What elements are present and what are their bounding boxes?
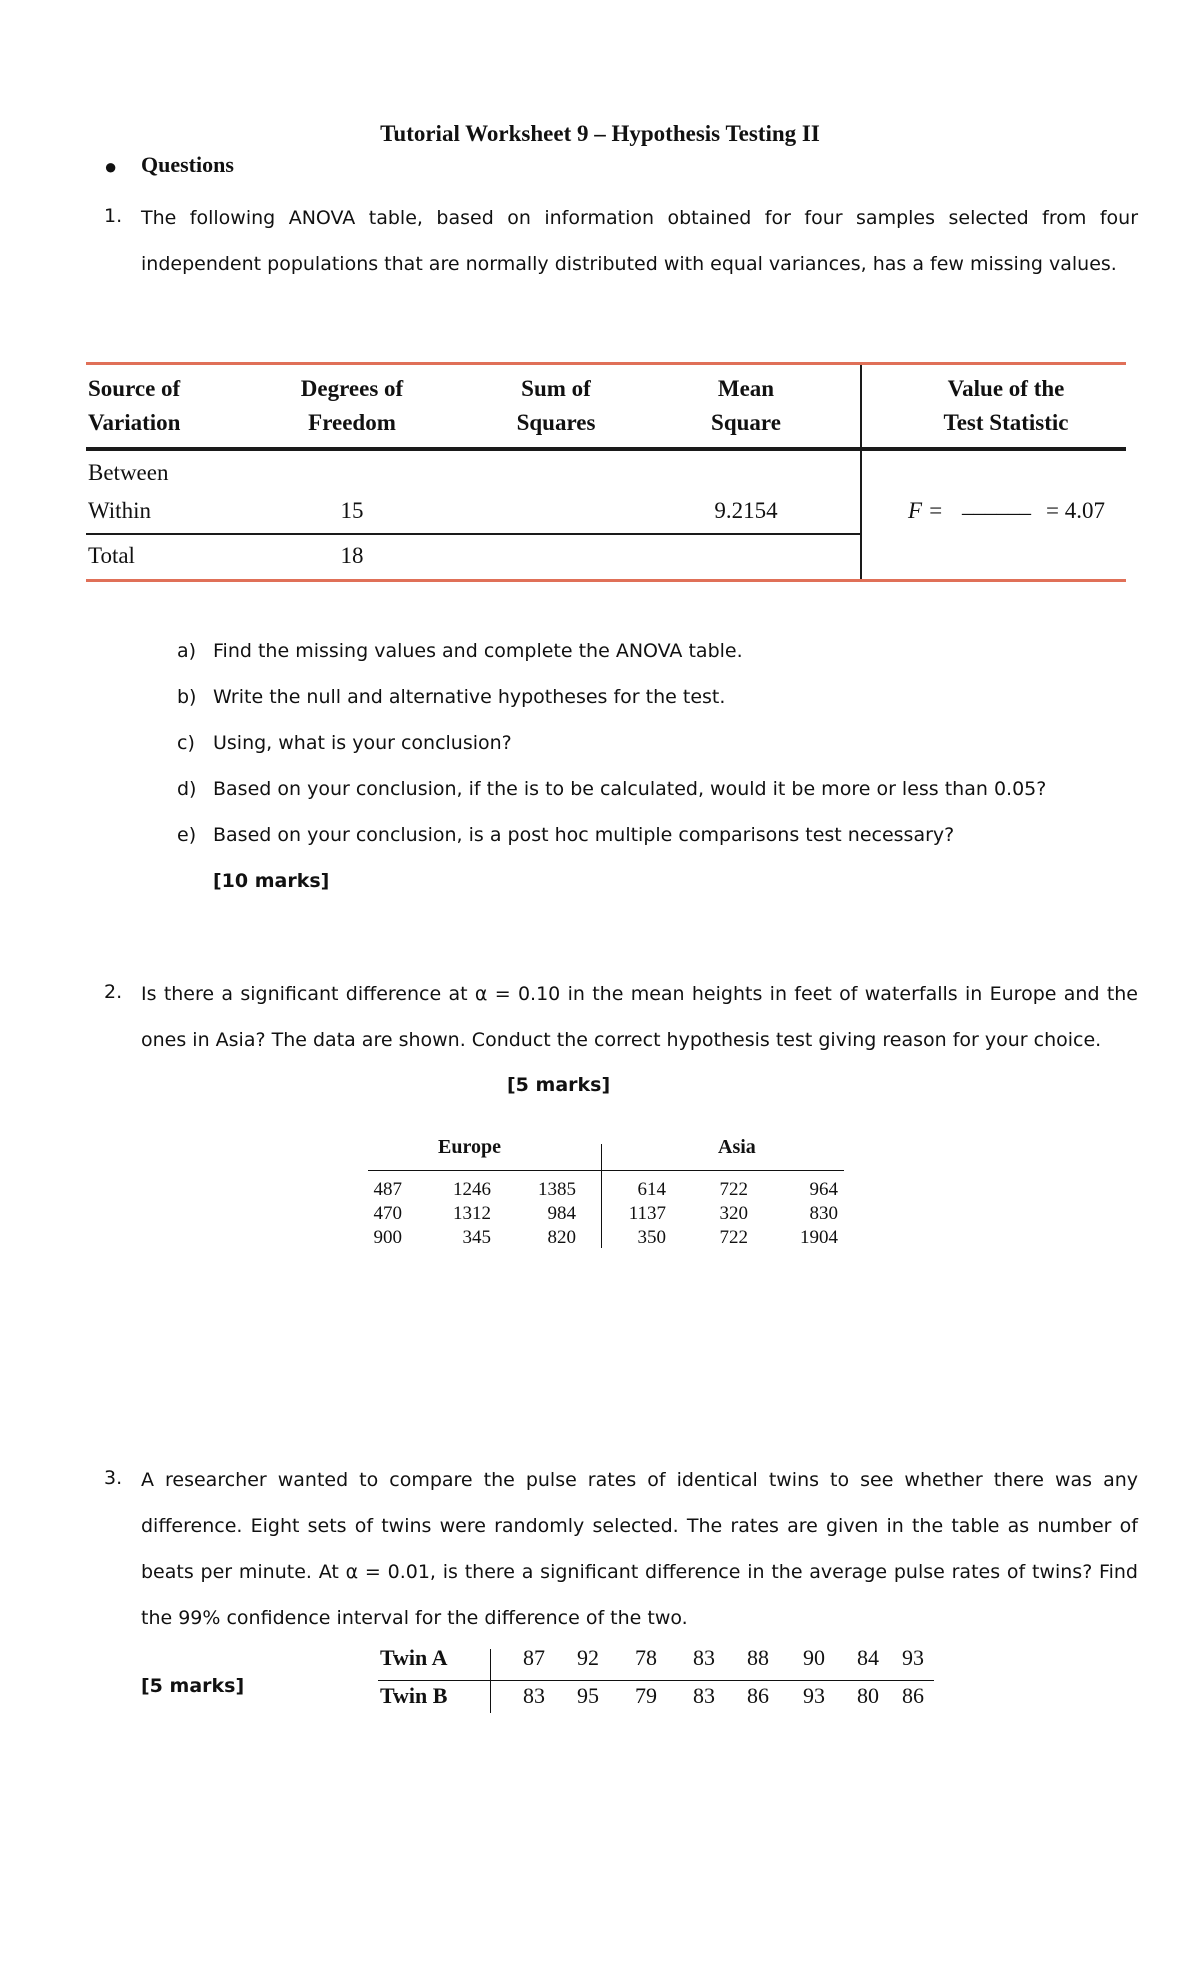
table-cell: 487 bbox=[373, 1179, 402, 1200]
table-bottom-rule bbox=[86, 579, 1126, 582]
header-test-statistic bbox=[886, 372, 1126, 440]
twin-a-value: 84 bbox=[857, 1645, 879, 1670]
table-cell: 900 bbox=[373, 1227, 402, 1248]
twin-a-value: 78 bbox=[635, 1645, 657, 1670]
twin-b-value: 93 bbox=[803, 1683, 825, 1708]
list-item bbox=[177, 640, 743, 662]
table-cell: 345 bbox=[462, 1227, 491, 1248]
europe-header: Europe bbox=[438, 1136, 501, 1158]
table-column-divider bbox=[490, 1649, 491, 1713]
part-label: a) bbox=[177, 640, 197, 662]
table-cell: 722 bbox=[719, 1179, 748, 1200]
twin-b-value: 79 bbox=[635, 1683, 657, 1708]
table-cell: 1246 bbox=[453, 1179, 491, 1200]
question-1-number: 1. bbox=[104, 205, 123, 227]
table-cell: 614 bbox=[637, 1179, 666, 1200]
header-line: Freedom bbox=[308, 410, 396, 435]
part-label: e) bbox=[177, 824, 197, 846]
list-item bbox=[177, 732, 512, 754]
part-text: Find the missing values and complete the ANOVA table. bbox=[213, 640, 743, 662]
f-value: = 4.07 bbox=[1046, 498, 1105, 523]
row-within-df: 15 bbox=[340, 498, 364, 523]
question-3-number: 3. bbox=[104, 1467, 123, 1489]
header-line: Mean bbox=[717, 376, 775, 401]
table-cell: 722 bbox=[719, 1227, 748, 1248]
twin-b-value: 80 bbox=[857, 1683, 879, 1708]
table-mid-rule bbox=[86, 533, 860, 535]
list-item bbox=[177, 686, 725, 708]
table-cell: 470 bbox=[373, 1203, 402, 1224]
table-top-rule bbox=[86, 362, 1126, 365]
header-line: Value of the bbox=[947, 376, 1065, 401]
twin-b-value: 95 bbox=[577, 1683, 599, 1708]
header-df bbox=[262, 372, 442, 440]
part-text: Based on your conclusion, is a post hoc multiple comparisons test necessary? bbox=[213, 824, 955, 846]
part-label: c) bbox=[177, 732, 195, 754]
header-ss bbox=[486, 372, 626, 440]
question-1-text: The following ANOVA table, based on information obtained for four samples selected from four independent populations that are normally distributed with equal variances, has a few missing values. bbox=[141, 207, 1138, 275]
list-item bbox=[177, 824, 954, 846]
question-3-marks: [5 marks] bbox=[141, 1675, 245, 1697]
twin-b-value: 83 bbox=[693, 1683, 715, 1708]
waterfall-table bbox=[368, 1136, 844, 1256]
bullet-icon: ● bbox=[104, 154, 118, 179]
twin-b-value: 86 bbox=[902, 1683, 924, 1708]
twin-a-value: 88 bbox=[747, 1645, 769, 1670]
list-item bbox=[177, 778, 1046, 800]
table-row-rule bbox=[378, 1680, 934, 1681]
header-line: Degrees of bbox=[300, 376, 404, 401]
table-header-rule bbox=[86, 447, 1126, 451]
asia-header: Asia bbox=[718, 1136, 756, 1158]
table-cell: 964 bbox=[809, 1179, 838, 1200]
section-heading: Questions bbox=[141, 152, 234, 177]
part-text: Using, what is your conclusion? bbox=[213, 732, 512, 754]
part-label: b) bbox=[177, 686, 197, 708]
table-cell: 1385 bbox=[538, 1179, 576, 1200]
table-cell: 1312 bbox=[453, 1203, 491, 1224]
part-label: d) bbox=[177, 778, 197, 800]
row-between-source: Between bbox=[88, 460, 169, 485]
header-line: Variation bbox=[88, 410, 181, 435]
question-1-marks: [10 marks] bbox=[213, 870, 330, 892]
part-text: Write the null and alternative hypotheses for the test. bbox=[213, 686, 726, 708]
table-header-rule bbox=[368, 1170, 844, 1171]
header-source bbox=[88, 372, 180, 440]
twin-a-value: 90 bbox=[803, 1645, 825, 1670]
table-cell: 830 bbox=[809, 1203, 838, 1224]
twin-a-label: Twin A bbox=[380, 1645, 448, 1670]
header-line: Test Statistic bbox=[943, 410, 1069, 435]
header-line: Sum of bbox=[521, 376, 591, 401]
twin-b-label: Twin B bbox=[380, 1683, 448, 1708]
question-2-marks: [5 marks] bbox=[507, 1074, 611, 1096]
twin-pulse-table bbox=[378, 1645, 938, 1713]
table-cell: 320 bbox=[719, 1203, 748, 1224]
twin-a-value: 93 bbox=[902, 1645, 924, 1670]
header-line: Source of bbox=[88, 376, 181, 401]
table-cell: 984 bbox=[547, 1203, 576, 1224]
page-title: Tutorial Worksheet 9 – Hypothesis Testing II bbox=[380, 121, 820, 146]
header-line: Square bbox=[711, 410, 781, 435]
row-within-source: Within bbox=[88, 498, 151, 523]
twin-b-value: 86 bbox=[747, 1683, 769, 1708]
question-2-text: Is there a significant difference at α = 0.10 in the mean heights in feet of waterfalls in Europe and the ones in Asia? The data are shown. Conduct the correct hypothesis test giving reason for your choice. bbox=[141, 983, 1138, 1051]
row-within-ms: 9.2154 bbox=[714, 498, 778, 523]
f-label: F = bbox=[908, 498, 944, 523]
twin-a-value: 87 bbox=[523, 1645, 545, 1670]
header-ms bbox=[676, 372, 816, 440]
table-vertical-rule bbox=[860, 365, 862, 579]
row-total-source: Total bbox=[88, 543, 135, 568]
question-3-text: A researcher wanted to compare the pulse rates of identical twins to see whether there was any difference. Eight sets of twins were randomly selected. The rates are given in the table as number of beats per minute. At α = 0.01, is there a significant difference in the average pulse rates of twins? Find the 99% confidence interval for the difference of the two. bbox=[141, 1469, 1138, 1629]
twin-a-value: 83 bbox=[693, 1645, 715, 1670]
part-text: Based on your conclusion, if the is to be calculated, would it be more or less than 0.05? bbox=[213, 778, 1047, 800]
row-total-df: 18 bbox=[340, 543, 364, 568]
twin-a-value: 92 bbox=[577, 1645, 599, 1670]
table-column-divider bbox=[601, 1144, 602, 1248]
table-cell: 350 bbox=[637, 1227, 666, 1248]
table-cell: 820 bbox=[547, 1227, 576, 1248]
table-cell: 1137 bbox=[628, 1203, 666, 1224]
anova-table bbox=[86, 362, 1126, 584]
table-cell: 1904 bbox=[800, 1227, 838, 1248]
question-2-number: 2. bbox=[104, 981, 123, 1003]
twin-b-value: 83 bbox=[523, 1683, 545, 1708]
f-blank: ______ bbox=[962, 492, 1031, 517]
header-line: Squares bbox=[516, 410, 596, 435]
